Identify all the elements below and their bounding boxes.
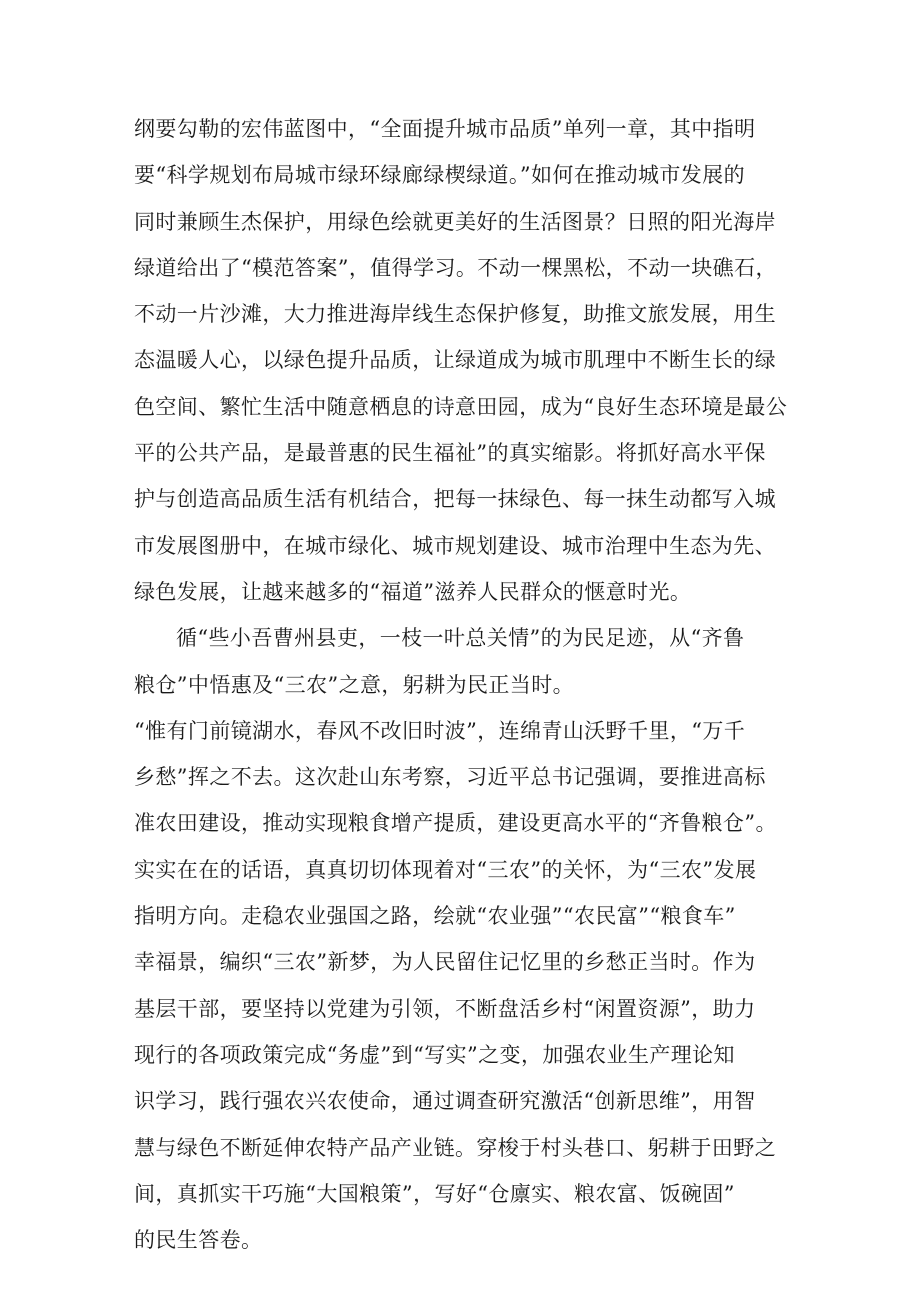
- text-line: 幸福景，编织“三农”新梦，为人民留住记忆里的乡愁正当时。作为: [134, 950, 756, 975]
- body-text: [134, 106, 794, 1263]
- text-line: 间，真抓实干巧施“大国粮策”，写好“仓廪实、粮农富、饭碗固”: [134, 1181, 735, 1206]
- text-line: 不动一片沙滩，大力推进海岸线生态保护修复，助推文旅发展，用生: [134, 302, 776, 327]
- text-line: 指明方向。走稳农业强国之路，绘就“农业强”“农民富”“粮食车”: [134, 904, 736, 929]
- text-line: 态温暖人心，以绿色提升品质，让绿道成为城市肌理中不断生长的绿: [134, 348, 776, 373]
- text-line: 要“科学规划布局城市绿环绿廊绿楔绿道。”如何在推动城市发展的: [134, 163, 745, 188]
- text-line: 的民生答卷。: [134, 1228, 263, 1253]
- text-line: 识学习，践行强农兴农使命，通过调查研究激活“创新思维”，用智: [134, 1089, 756, 1114]
- text-line: 循“些小吾曹州县吏，一枝一叶总关情”的为民足迹，从“齐鲁: [176, 626, 745, 651]
- text-line: “惟有门前镜湖水，春风不改旧时波”，连绵青山沃野千里，“万千: [134, 718, 746, 743]
- text-line: 慧与绿色不断延伸农特产品产业链。穿梭于村头巷口、躬耕于田野之: [134, 1135, 776, 1160]
- text-line: 色空间、繁忙生活中随意栖息的诗意田园，成为“良好生态环境是最公: [134, 394, 788, 419]
- text-line: 现行的各项政策完成“务虚”到“写实”之变，加强农业生产理论知: [134, 1042, 735, 1067]
- text-line: 绿道给出了“模范答案”，值得学习。不动一棵黑松，不动一块礁石，: [134, 255, 777, 280]
- text-line: 粮仓”中悟惠及“三农”之意，躬耕为民正当时。: [134, 672, 575, 697]
- text-line: 护与创造高品质生活有机结合，把每一抹绿色、每一抹生动都写入城: [134, 487, 776, 512]
- text-line: 实实在在的话语，真真切切体现着对“三农”的关怀，为“三农”发展: [134, 857, 757, 882]
- text-line: 市发展图册中，在城市绿化、城市规划建设、城市治理中生态为先、: [134, 533, 776, 558]
- text-line: 平的公共产品，是最普惠的民生福祉”的真实缩影。将抓好高水平保: [134, 441, 766, 466]
- text-line: 乡愁”挥之不去。这次赴山东考察，习近平总书记强调，要推进高标: [134, 765, 766, 790]
- text-line: 绿色发展，让越来越多的“福道”滋养人民群众的惬意时光。: [134, 579, 692, 604]
- text-line: 基层干部，要坚持以党建为引领，不断盘活乡村“闲置资源”，助力: [134, 996, 756, 1021]
- text-line: 同时兼顾生杰保护，用绿色绘就更美好的生活图景？日照的阳光海岸: [134, 209, 776, 234]
- text-line: 纲要勾勒的宏伟蓝图中，“全面提升城市品质”单列一章，其中指明: [134, 117, 756, 141]
- text-line: 准农田建设，推动实现粮食增产提质，建设更高水平的“齐鲁粮仓”。: [134, 811, 777, 836]
